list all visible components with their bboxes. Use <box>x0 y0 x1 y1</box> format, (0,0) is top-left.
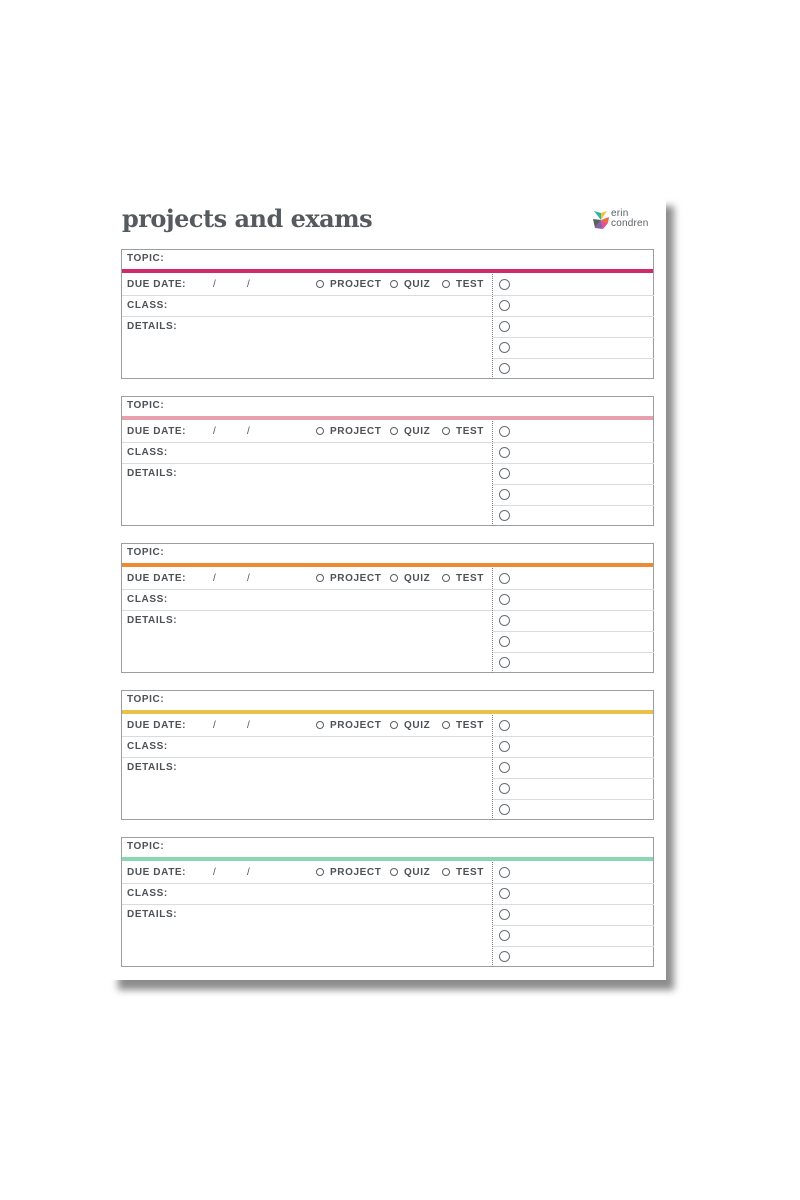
topic-label: TOPIC: <box>127 400 165 411</box>
logo-wordmark <box>611 209 649 229</box>
checklist-circle[interactable] <box>499 636 510 647</box>
type-options <box>312 274 492 294</box>
checklist-item[interactable] <box>493 715 654 736</box>
planner-sheet <box>110 196 666 980</box>
class-label: CLASS: <box>127 447 168 458</box>
checklist-circle[interactable] <box>499 720 510 731</box>
due-date-label: DUE DATE: <box>127 426 187 437</box>
quiz-radio[interactable] <box>390 427 398 435</box>
assignment-block <box>121 543 654 673</box>
due-date-label: DUE DATE: <box>127 279 187 290</box>
class-label: CLASS: <box>127 300 168 311</box>
topic-label: TOPIC: <box>127 253 165 264</box>
checklist <box>493 421 654 526</box>
checklist-circle[interactable] <box>499 867 510 878</box>
checklist-item[interactable] <box>493 421 654 442</box>
accent-bar <box>122 269 653 273</box>
quiz-radio[interactable] <box>390 721 398 729</box>
quiz-label: QUIZ <box>404 573 431 584</box>
assignment-block <box>121 837 654 967</box>
quiz-label: QUIZ <box>404 279 431 290</box>
checklist-circle[interactable] <box>499 741 510 752</box>
checklist-item[interactable] <box>493 505 654 526</box>
test-label: TEST <box>456 720 484 731</box>
project-radio[interactable] <box>316 427 324 435</box>
date-slash-2: / <box>247 279 250 290</box>
topic-field[interactable] <box>122 397 653 416</box>
checklist-item[interactable] <box>493 568 654 589</box>
checklist-circle[interactable] <box>499 279 510 290</box>
checklist-circle[interactable] <box>499 657 510 668</box>
checklist-circle[interactable] <box>499 510 510 521</box>
class-field[interactable] <box>122 590 492 610</box>
checklist-circle[interactable] <box>499 594 510 605</box>
project-label: PROJECT <box>330 720 382 731</box>
date-slash-2: / <box>247 573 250 584</box>
details-label: DETAILS: <box>127 762 178 773</box>
checklist-item[interactable] <box>493 589 654 610</box>
checklist-item[interactable] <box>493 736 654 757</box>
checklist-item[interactable] <box>493 946 654 967</box>
date-slash-2: / <box>247 867 250 878</box>
checklist-item[interactable] <box>493 484 654 505</box>
checklist-circle[interactable] <box>499 615 510 626</box>
type-options <box>312 568 492 588</box>
checklist-item[interactable] <box>493 778 654 799</box>
checklist-item[interactable] <box>493 757 654 778</box>
due-date-label: DUE DATE: <box>127 867 187 878</box>
date-slash-1: / <box>213 279 216 290</box>
accent-bar <box>122 416 653 420</box>
page-title: projects and exams <box>122 204 373 233</box>
quiz-label: QUIZ <box>404 867 431 878</box>
project-label: PROJECT <box>330 867 382 878</box>
accent-bar <box>122 710 653 714</box>
due-date-label: DUE DATE: <box>127 573 187 584</box>
checklist-circle[interactable] <box>499 300 510 311</box>
checklist-item[interactable] <box>493 631 654 652</box>
class-label: CLASS: <box>127 741 168 752</box>
checklist-item[interactable] <box>493 316 654 337</box>
class-label: CLASS: <box>127 888 168 899</box>
project-radio[interactable] <box>316 721 324 729</box>
accent-bar <box>122 857 653 861</box>
details-label: DETAILS: <box>127 321 178 332</box>
checklist-circle[interactable] <box>499 573 510 584</box>
project-label: PROJECT <box>330 426 382 437</box>
details-field[interactable] <box>122 464 492 526</box>
checklist-item[interactable] <box>493 295 654 316</box>
checklist-circle[interactable] <box>499 342 510 353</box>
checklist-circle[interactable] <box>499 426 510 437</box>
checklist-circle[interactable] <box>499 783 510 794</box>
test-radio[interactable] <box>442 868 450 876</box>
checklist-item[interactable] <box>493 463 654 484</box>
date-slash-2: / <box>247 720 250 731</box>
checklist <box>493 568 654 673</box>
checklist-item[interactable] <box>493 799 654 820</box>
topic-field[interactable] <box>122 691 653 710</box>
class-field[interactable] <box>122 443 492 463</box>
assignment-block <box>121 396 654 526</box>
date-slash-1: / <box>213 867 216 878</box>
test-label: TEST <box>456 426 484 437</box>
topic-label: TOPIC: <box>127 841 165 852</box>
test-radio[interactable] <box>442 280 450 288</box>
type-options <box>312 862 492 882</box>
quiz-radio[interactable] <box>390 574 398 582</box>
checklist-circle[interactable] <box>499 804 510 815</box>
project-radio[interactable] <box>316 574 324 582</box>
assignment-block <box>121 249 654 379</box>
checklist-circle[interactable] <box>499 762 510 773</box>
logo-line-1: erin <box>611 208 629 219</box>
checklist <box>493 715 654 820</box>
checklist-item[interactable] <box>493 925 654 946</box>
accent-bar <box>122 563 653 567</box>
test-label: TEST <box>456 279 484 290</box>
assignment-block <box>121 690 654 820</box>
checklist-item[interactable] <box>493 337 654 358</box>
checklist-circle[interactable] <box>499 321 510 332</box>
checklist-item[interactable] <box>493 442 654 463</box>
test-radio[interactable] <box>442 721 450 729</box>
checklist-circle[interactable] <box>499 951 510 962</box>
project-label: PROJECT <box>330 279 382 290</box>
details-field[interactable] <box>122 611 492 673</box>
type-options <box>312 715 492 735</box>
due-date-label: DUE DATE: <box>127 720 187 731</box>
topic-field[interactable] <box>122 838 653 857</box>
test-label: TEST <box>456 573 484 584</box>
checklist <box>493 862 654 967</box>
erin-condren-logo <box>592 210 658 232</box>
project-radio[interactable] <box>316 280 324 288</box>
type-options <box>312 421 492 441</box>
checklist-item[interactable] <box>493 610 654 631</box>
class-field[interactable] <box>122 884 492 904</box>
topic-field[interactable] <box>122 544 653 563</box>
checklist-item[interactable] <box>493 274 654 295</box>
logo-line-2: condren <box>611 218 649 229</box>
date-slash-2: / <box>247 426 250 437</box>
checklist-circle[interactable] <box>499 489 510 500</box>
topic-label: TOPIC: <box>127 694 165 705</box>
checklist-item[interactable] <box>493 862 654 883</box>
topic-field[interactable] <box>122 250 653 269</box>
quiz-label: QUIZ <box>404 426 431 437</box>
details-label: DETAILS: <box>127 615 178 626</box>
quiz-radio[interactable] <box>390 868 398 876</box>
checklist-circle[interactable] <box>499 468 510 479</box>
checklist <box>493 274 654 379</box>
topic-label: TOPIC: <box>127 547 165 558</box>
details-field[interactable] <box>122 317 492 379</box>
quiz-radio[interactable] <box>390 280 398 288</box>
quiz-label: QUIZ <box>404 720 431 731</box>
test-label: TEST <box>456 867 484 878</box>
test-radio[interactable] <box>442 427 450 435</box>
project-label: PROJECT <box>330 573 382 584</box>
class-label: CLASS: <box>127 594 168 605</box>
pinwheel-logo-icon <box>592 210 610 230</box>
checklist-circle[interactable] <box>499 930 510 941</box>
project-radio[interactable] <box>316 868 324 876</box>
details-label: DETAILS: <box>127 909 178 920</box>
checklist-item[interactable] <box>493 358 654 379</box>
checklist-item[interactable] <box>493 652 654 673</box>
class-field[interactable] <box>122 737 492 757</box>
class-field[interactable] <box>122 296 492 316</box>
checklist-circle[interactable] <box>499 447 510 458</box>
date-slash-1: / <box>213 720 216 731</box>
checklist-circle[interactable] <box>499 363 510 374</box>
date-slash-1: / <box>213 426 216 437</box>
checklist-circle[interactable] <box>499 909 510 920</box>
details-field[interactable] <box>122 758 492 820</box>
details-label: DETAILS: <box>127 468 178 479</box>
checklist-item[interactable] <box>493 883 654 904</box>
date-slash-1: / <box>213 573 216 584</box>
details-field[interactable] <box>122 905 492 967</box>
test-radio[interactable] <box>442 574 450 582</box>
checklist-circle[interactable] <box>499 888 510 899</box>
checklist-item[interactable] <box>493 904 654 925</box>
